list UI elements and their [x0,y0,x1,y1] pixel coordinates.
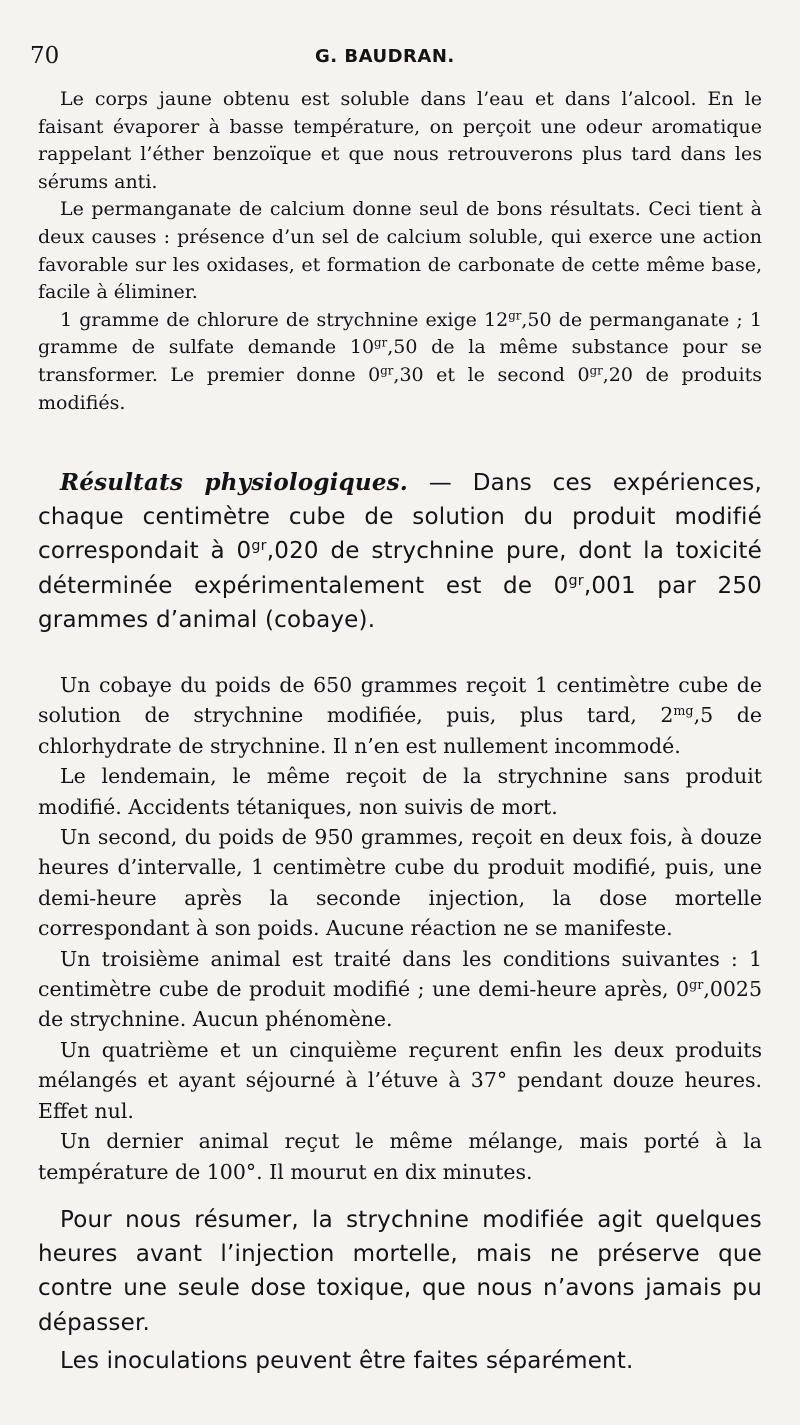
paragraph-results [38,466,762,637]
upper-text-block [38,86,762,417]
paragraph-experiment-3: Un second, du poids de 950 grammes, reçoit en deux fois, à douze heures d’intervalle, 1 centimètre cube du produit modifié, puis, une demi-heure après la seconde injection, la dose mortelle correspondant à son poids. Aucune réaction ne se manifeste. [38,825,762,941]
paragraph-final: Les inoculations peuvent être faites séparément. [60,1347,634,1374]
paragraph-experiment-4-text-1: Un troisième animal est traité dans les conditions suivantes : 1 centimètre cube de produit modifié ; une demi-heure après, 0 [38,946,762,1002]
unit-gr-superscript: gr [374,335,388,350]
unit-mg-superscript: mg [673,703,694,719]
experiments-block [38,670,762,1187]
paragraph-chlorure-text-3: ,50 de la même substance pour se transformer. Le premier donne 0 [38,336,763,386]
page-number: 70 [30,43,60,69]
paragraph-chlorure-text-5: ,20 de produits modifiés. [38,363,762,414]
paragraph-experiment-2: Le lendemain, le même reçoit de la strychnine sans produit modifié. Accidents tétaniques, non suivis de mort. [38,764,762,819]
paragraph-conclusion: Pour nous résumer, la strychnine modifiée agit quelques heures avant l’injection mortelle, mais ne préserve que contre une seule dose toxique, que nous n’avons jamais pu dépasser. [38,1207,762,1336]
conclusion-block [38,1203,762,1378]
paragraph-experiment-4-text-2: ,0025 de strychnine. Aucun phénomène. [38,977,762,1032]
unit-gr-superscript: gr [508,308,522,323]
running-head: G. BAUDRAN. [315,46,455,67]
paragraph-chlorure [38,307,762,417]
paragraph-chlorure-text-1: 1 gramme de chlorure de strychnine exige 12 [60,308,509,331]
paragraph-results-text-1: — Dans ces expériences, chaque centimètre cube de solution du produit modifié correspondait à 0 [38,470,762,565]
unit-gr-superscript: gr [380,363,394,378]
unit-gr-superscript: gr [689,977,704,993]
paragraph-results-text-3: ,001 par 250 grammes d’animal (cobaye). [38,572,762,633]
paragraph-chlorure-text-2: ,50 de permanganate ; 1 gramme de sulfate demande 10 [38,308,762,359]
paragraph-experiment-4 [38,944,762,1035]
unit-gr-superscript: gr [589,363,603,378]
paragraph-results-text-2: ,020 de strychnine pure, dont la toxicité déterminée expérimentalement est de 0 [38,538,762,599]
unit-gr-superscript: gr [568,572,584,589]
paragraph-permanganate: Le permanganate de calcium donne seul de bons résultats. Ceci tient à deux causes : présence d’un sel de calcium soluble, qui exerce une action favorable sur les oxidases, et formation de carbonate de cette même base, facile à éliminer. [38,198,762,304]
paragraph-experiment-5: Un quatrième et un cinquième reçurent enfin les deux produits mélangés et ayant séjourné à l’étuve à 37° pendant douze heures. Effet nul. [38,1037,762,1123]
paragraph-corps-jaune: Le corps jaune obtenu est soluble dans l’eau et dans l’alcool. En le faisant évaporer à basse température, on perçoit une odeur aromatique rappelant l’éther benzoïque et que nous retrouverons plus tard dans les sérums anti. [38,88,762,193]
paragraph-experiment-1-text-2: ,5 de chlorhydrate de strychnine. Il n’en est nullement incommodé. [38,703,762,758]
paragraph-chlorure-text-4: ,30 et le second 0 [393,363,590,386]
paragraph-experiment-1 [38,670,762,761]
unit-gr-superscript: gr [251,538,267,555]
paragraph-experiment-6: Un dernier animal reçut le même mélange, mais porté à la température de 100°. Il mourut en dix minutes. [38,1129,762,1184]
paragraph-experiment-1-text-1: Un cobaye du poids de 650 grammes reçoit 1 centimètre cube de solution de strychnine modifiée, puis, plus tard, 2 [38,673,762,728]
section-heading-results: Résultats physiologiques. [60,469,409,496]
results-block [38,466,762,637]
